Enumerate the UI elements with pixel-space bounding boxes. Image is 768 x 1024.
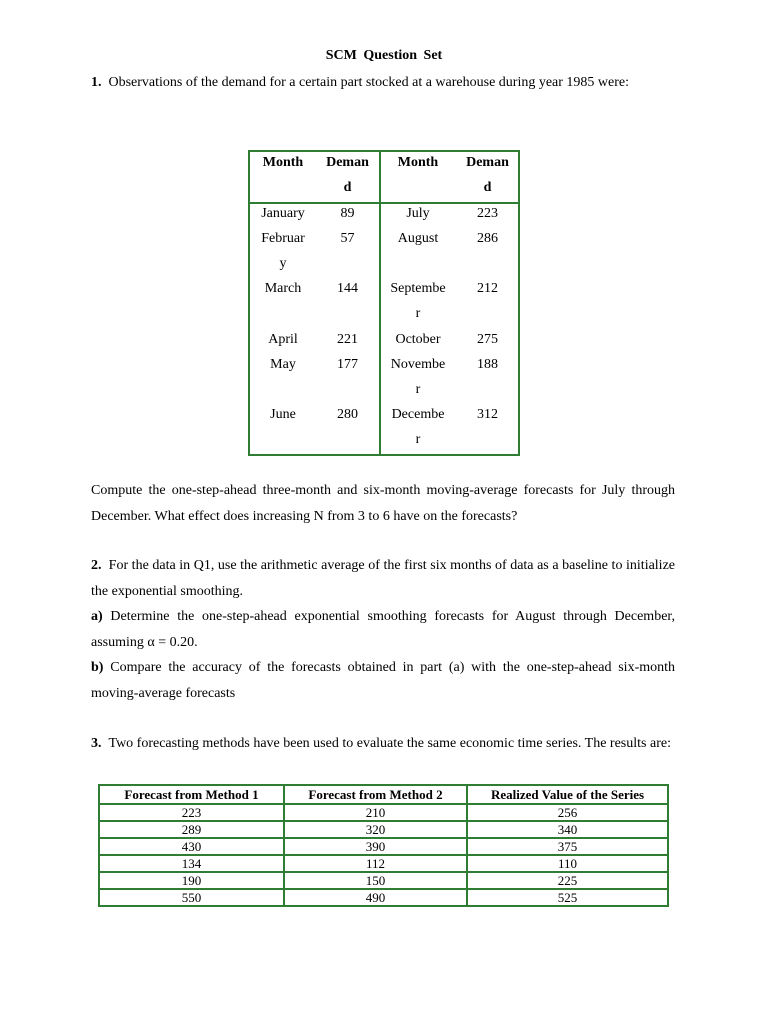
month-cell: Decembe xyxy=(391,407,445,422)
table-cell: 150 xyxy=(284,872,467,889)
demand-cell: 57 xyxy=(340,231,355,246)
demand-cell: 188 xyxy=(477,357,498,372)
table-row xyxy=(99,889,668,906)
month-cell: April xyxy=(268,332,298,347)
header-realized-value: Realized Value of the Series xyxy=(467,785,668,804)
demand-cell: 286 xyxy=(477,231,498,246)
question-2-text: For the data in Q1, use the arithmetic average of the first six months of data as a baseline to initialize the exponential smoothing. xyxy=(91,558,676,599)
demand-cell: 144 xyxy=(337,281,358,296)
month-cell-wrap: r xyxy=(415,382,421,397)
month-cell: Septembe xyxy=(390,281,446,296)
table-cell: 340 xyxy=(467,821,668,838)
table-cell: 190 xyxy=(99,872,284,889)
table-cell: 550 xyxy=(99,889,284,906)
question-3-number: 3. xyxy=(91,736,102,751)
demand-cell: 280 xyxy=(337,407,358,422)
page-title: SCM Question Set xyxy=(325,48,443,63)
month-cell-wrap: y xyxy=(279,256,287,271)
question-3-text: Two forecasting methods have been used to evaluate the same economic time series. The results are: xyxy=(108,736,671,751)
month-cell: July xyxy=(406,206,430,221)
header-method-1: Forecast from Method 1 xyxy=(99,785,284,804)
part-a-label: a) xyxy=(91,609,103,624)
question-1-number: 1. xyxy=(91,75,102,90)
table-cell: 375 xyxy=(467,838,668,855)
month-cell: March xyxy=(264,281,302,296)
table-header-row xyxy=(99,785,668,804)
table-cell: 490 xyxy=(284,889,467,906)
header-demand-left-wrap: d xyxy=(343,180,352,195)
question-3 xyxy=(91,731,675,757)
month-cell: October xyxy=(395,332,441,347)
header-demand-left: Deman xyxy=(326,155,369,170)
demand-cell: 312 xyxy=(477,407,498,422)
header-month-left: Month xyxy=(262,155,304,170)
month-cell: May xyxy=(270,357,296,372)
month-cell: Novembe xyxy=(390,357,446,372)
table-cell: 110 xyxy=(467,855,668,872)
table-row xyxy=(99,855,668,872)
table-cell: 525 xyxy=(467,889,668,906)
question-1-followup: Compute the one-step-ahead three-month and six-month moving-average forecasts for July through December. What effect does increasing N from 3 to 6 have on the forecasts? xyxy=(91,483,675,524)
table-cell: 430 xyxy=(99,838,284,855)
question-2a xyxy=(91,604,675,655)
question-1-text: Observations of the demand for a certain part stocked at a warehouse during year 1985 were: xyxy=(108,75,630,90)
demand-table xyxy=(248,150,520,456)
table-row xyxy=(99,804,668,821)
table-cell: 112 xyxy=(284,855,467,872)
question-2 xyxy=(91,553,675,604)
header-demand-right: Deman xyxy=(466,155,509,170)
table-cell: 320 xyxy=(284,821,467,838)
table-cell: 390 xyxy=(284,838,467,855)
demand-cell: 212 xyxy=(477,281,498,296)
part-b-label: b) xyxy=(91,660,104,675)
month-cell: Februar xyxy=(261,231,305,246)
table-cell: 223 xyxy=(99,804,284,821)
demand-cell: 89 xyxy=(340,206,355,221)
month-cell: August xyxy=(397,231,439,246)
month-cell-wrap: r xyxy=(415,306,421,321)
header-demand-right-wrap: d xyxy=(483,180,492,195)
part-b-text: Compare the accuracy of the forecasts obtained in part (a) with the one-step-ahead six-month moving-average forecasts xyxy=(91,660,676,701)
table-cell: 210 xyxy=(284,804,467,821)
method-table xyxy=(98,784,669,907)
month-cell: January xyxy=(261,206,305,221)
table-row xyxy=(99,838,668,855)
demand-cell: 221 xyxy=(337,332,358,347)
table-cell: 134 xyxy=(99,855,284,872)
header-month-right: Month xyxy=(397,155,439,170)
table-cell: 256 xyxy=(467,804,668,821)
part-a-text: Determine the one-step-ahead exponential smoothing forecasts for August through December, assuming α = 0.20. xyxy=(91,609,676,650)
question-2-number: 2. xyxy=(91,558,102,573)
demand-cell: 223 xyxy=(477,206,498,221)
month-cell: June xyxy=(270,407,296,422)
month-cell-wrap: r xyxy=(415,432,421,447)
table-row xyxy=(99,821,668,838)
table-cell: 289 xyxy=(99,821,284,838)
header-method-2: Forecast from Method 2 xyxy=(284,785,467,804)
demand-cell: 177 xyxy=(337,357,358,372)
demand-cell: 275 xyxy=(477,332,498,347)
question-1 xyxy=(91,70,675,96)
table-cell: 225 xyxy=(467,872,668,889)
table-row xyxy=(99,872,668,889)
question-2b xyxy=(91,655,675,706)
